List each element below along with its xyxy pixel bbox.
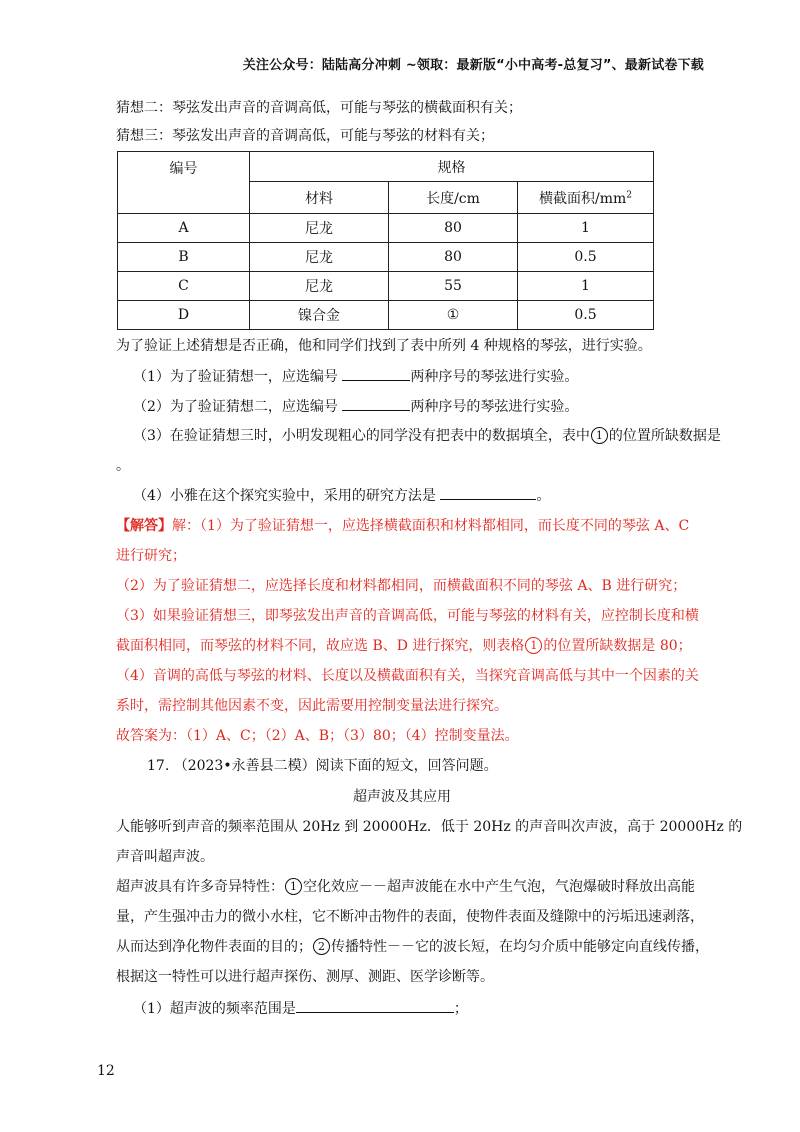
final-answer: 故答案为：（1）A、C；（2）A、B；（3）80；（4）控制变量法。 [116, 728, 519, 744]
article-line-3: 超声波具有许多奇异特性： 1 空化效应－－超声波能在水中产生气泡，气泡爆破时释放出高能 [116, 879, 695, 895]
answer-blank [342, 366, 410, 381]
article-line-5: 从而达到净化物件表面的目的； 2 传播特性－－它的波长短，在均匀介质中能够定向直线传播， [116, 939, 709, 955]
question-intro: 为了验证上述猜想是否正确，他和同学们找到了表中所列 4 种规格的琴弦，进行实验。 [116, 338, 652, 354]
table-row [118, 214, 654, 243]
cell-id: D [118, 301, 250, 330]
question-2: （2）为了验证猜想二，应选编号 两种序号的琴弦进行实验。 [133, 396, 578, 417]
cell-length: 80 [389, 214, 518, 243]
col-spec-header: 规格 [250, 152, 654, 182]
answer-line-7: 系时，需控制其他因素不变，因此需要用控制变量法进行探究。 [116, 698, 508, 714]
page-header: 关注公众号：陆陆高分冲刺 ~领取：最新版“小中高考-总复习”、最新试卷下载 [242, 58, 704, 73]
answer-line-5: 截面积相同，而琴弦的材料不同，故应选 B、D 进行探究，则表格 1 的位置所缺数据是 80； [116, 638, 692, 654]
article-line-4: 量，产生强冲击力的微小水柱，它不断冲击物件的表面，使物件表面及缝隙中的污垢迅速剥落， [116, 909, 704, 925]
circled-number: 2 [313, 938, 330, 955]
answer-blank [342, 396, 410, 411]
question-4: （4）小雅在这个探究实验中，采用的研究方法是 。 [133, 485, 550, 506]
cell-material: 镍合金 [250, 301, 389, 330]
question-3-end: 。 [116, 458, 130, 474]
cell-length: 55 [389, 272, 518, 301]
article-line-6: 根据这一特性可以进行超声探伤、测厚、测距、医学诊断等。 [116, 969, 494, 985]
spec-table [117, 151, 654, 330]
question-1: （1）为了验证猜想一，应选编号 两种序号的琴弦进行实验。 [133, 366, 578, 387]
page-number: 12 [97, 1063, 115, 1079]
guess-3: 猜想三：琴弦发出声音的音调高低，可能与琴弦的材料有关； [116, 128, 494, 144]
problem-17-heading: 17. （2023•永善县二模）阅读下面的短文，回答问题。 [147, 758, 498, 774]
table-row [118, 272, 654, 301]
table-row [118, 243, 654, 272]
article-line-1: 人能够听到声音的频率范围从 20Hz 到 20000Hz．低于 20Hz 的声音叫次声波，高于 20000Hz 的 [116, 819, 743, 835]
col-length-header: 长度/cm [389, 182, 518, 214]
answer-blank [440, 485, 536, 500]
cell-material: 尼龙 [250, 243, 389, 272]
cell-area: 0.5 [518, 243, 654, 272]
cell-area: 1 [518, 272, 654, 301]
guess-2: 猜想二：琴弦发出声音的音调高低，可能与琴弦的横截面积有关； [116, 100, 522, 116]
answer-line-6: （4）音调的高低与琴弦的材料、长度以及横截面积有关，当探究音调高低与其中一个因素的关 [116, 668, 699, 684]
col-id-header: 编号 [118, 152, 250, 214]
col-material-header: 材料 [250, 182, 389, 214]
circled-number: 1 [285, 878, 302, 895]
question-3: （3）在验证猜想三时，小明发现粗心的同学没有把表中的数据填全，表中 1 的位置所缺数据是 [133, 428, 721, 444]
cell-id: A [118, 214, 250, 243]
cell-material: 尼龙 [250, 272, 389, 301]
col-area-header: 横截面积$/mm^2$ [518, 182, 654, 214]
cell-area: 0.5 [518, 301, 654, 330]
answer-line-3: （2）为了验证猜想二，应选择长度和材料都相同，而横截面积不同的琴弦 A、B 进行研究； [116, 578, 687, 594]
cell-id: C [118, 272, 250, 301]
answer-line-4: （3）如果验证猜想三，即琴弦发出声音的音调高低，可能与琴弦的材料有关，应控制长度和横 [116, 608, 699, 624]
cell-length: ① [389, 301, 518, 330]
circled-number: 1 [525, 637, 542, 654]
answer-line-1: 【解答】解：（1）为了验证猜想一，应选择横截面积和材料都相同，而长度不同的琴弦 A、C [116, 518, 690, 534]
cell-length: 80 [389, 243, 518, 272]
cell-area: 1 [518, 214, 654, 243]
article-title: 超声波及其应用 [353, 789, 451, 805]
answer-blank [296, 998, 454, 1013]
article-line-2: 声音叫超声波。 [116, 849, 214, 865]
cell-material: 尼龙 [250, 214, 389, 243]
table-row [118, 301, 654, 330]
p17-question-1: （1）超声波的频率范围是 ； [133, 998, 468, 1019]
answer-line-2: 进行研究； [116, 548, 186, 564]
cell-id: B [118, 243, 250, 272]
circled-number: 1 [591, 427, 608, 444]
answer-tag: 【解答】 [116, 518, 172, 534]
